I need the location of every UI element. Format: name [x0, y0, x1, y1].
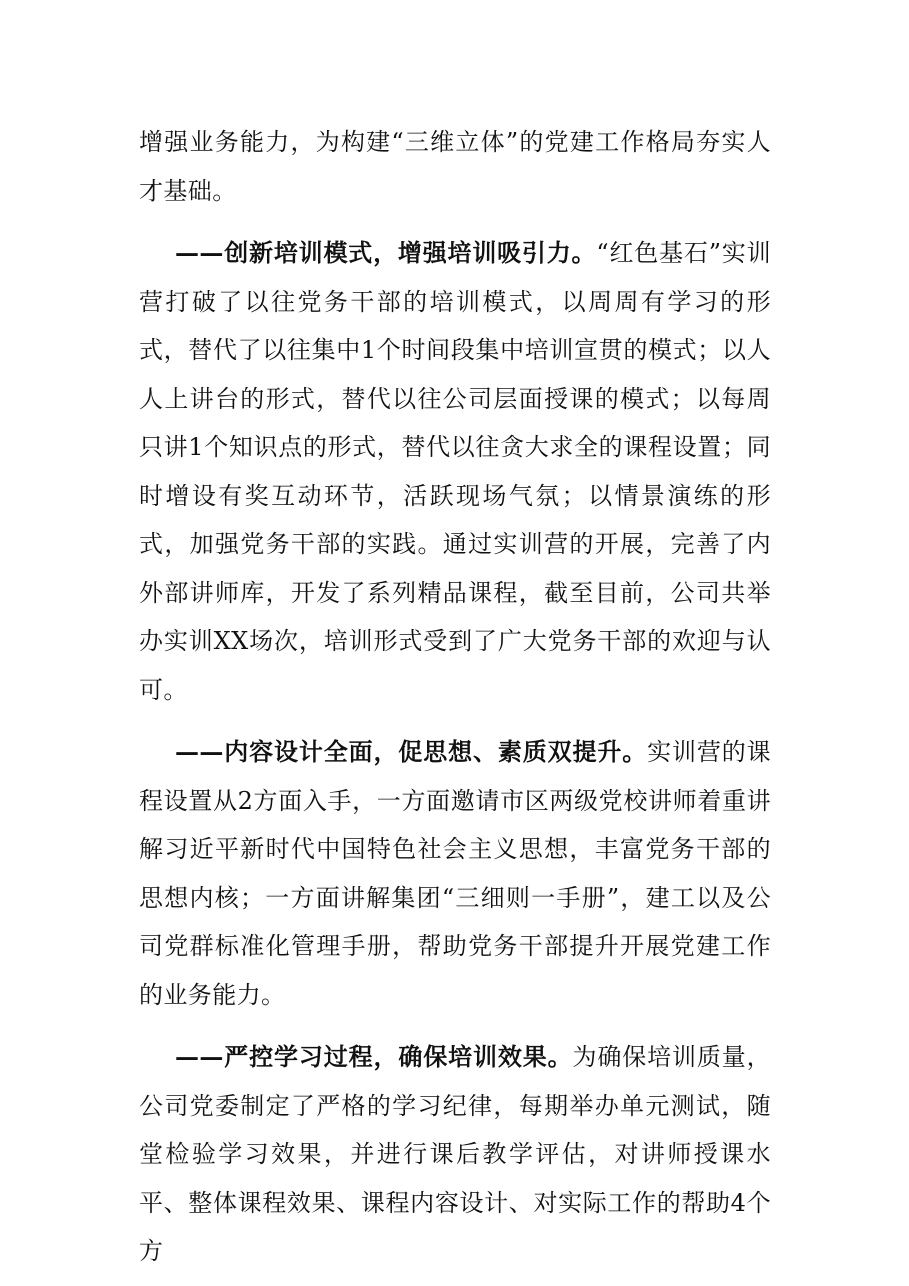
paragraph-text: “红色基石”实训营打破了以往党务干部的培训模式，以周周有学习的形式，替代了以往集中1个时间段集中培训宣贯的模式；以人人上讲台的形式，替代以往公司层面授课的模式；以每周只讲1个知识点的形式，替代以往贪大求全的课程设置；同时增设有奖互动环节，活跃现场气氛；以情景演练的形式，加强党务干部的实践。通过实训营的开展，完善了内外部讲师库，开发了系列精品课程，截至目前，公司共举办实训XX场次，培训形式受到了广大党务干部的欢迎与认可。	[139, 239, 771, 704]
paragraph-content-design	[139, 728, 771, 1019]
paragraph-text: 实训营的课程设置从2方面入手，一方面邀请市区两级党校讲师着重讲解习近平新时代中国特色社会主义思想，丰富党务干部的思想内核；一方面讲解集团“三细则一手册”，建工以及公司党群标准化管理手册，帮助党务干部提升开展党建工作的业务能力。	[139, 738, 771, 1009]
paragraph-heading: ——内容设计全面，促思想、素质双提升。	[175, 737, 648, 766]
document-body	[139, 118, 771, 1276]
paragraph-heading: ——创新培训模式，增强培训吸引力。	[175, 238, 597, 267]
paragraph-text: 增强业务能力，为构建“三维立体”的党建工作格局夯实人才基础。	[139, 128, 771, 205]
paragraph-continuation	[139, 118, 771, 215]
paragraph-training-mode	[139, 229, 771, 714]
paragraph-heading: ——严控学习过程，确保培训效果。	[175, 1042, 573, 1071]
paragraph-learning-control	[139, 1033, 771, 1276]
paragraph-text: 为确保培训质量，公司党委制定了严格的学习纪律，每期举办单元测试，随堂检验学习效果，并进行课后教学评估，对讲师授课水平、整体课程效果、课程内容设计、对实际工作的帮助4个方	[139, 1043, 771, 1265]
